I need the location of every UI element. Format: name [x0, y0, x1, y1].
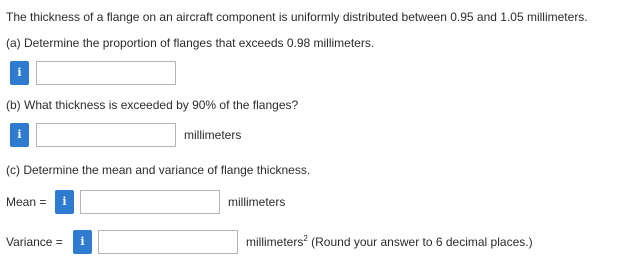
- mean-label: Mean =: [6, 195, 47, 209]
- info-icon[interactable]: i: [10, 61, 29, 85]
- part-b-answer-input[interactable]: [36, 123, 176, 147]
- part-b-unit: millimeters: [184, 128, 242, 142]
- mean-unit: millimeters: [228, 195, 286, 209]
- info-icon[interactable]: i: [10, 123, 29, 147]
- part-a-answer-input[interactable]: [36, 61, 176, 85]
- variance-unit-exponent: 2: [303, 234, 308, 243]
- info-icon[interactable]: i: [73, 230, 92, 254]
- variance-unit: [246, 235, 533, 249]
- part-c-question: (c) Determine the mean and variance of flange thickness.: [6, 163, 311, 177]
- variance-unit-text: millimeters: [246, 235, 304, 249]
- part-a-question: (a) Determine the proportion of flanges that exceeds 0.98 millimeters.: [6, 36, 375, 50]
- variance-label: Variance =: [6, 235, 63, 249]
- info-icon[interactable]: i: [55, 190, 74, 214]
- rounding-note: (Round your answer to 6 decimal places.): [311, 235, 533, 249]
- part-b-question: (b) What thickness is exceeded by 90% of the flanges?: [6, 98, 299, 112]
- mean-answer-input[interactable]: [80, 190, 220, 214]
- problem-statement: The thickness of a flange on an aircraft component is uniformly distributed between 0.95 and 1.05 millimeters.: [6, 10, 588, 24]
- variance-answer-input[interactable]: [98, 230, 238, 254]
